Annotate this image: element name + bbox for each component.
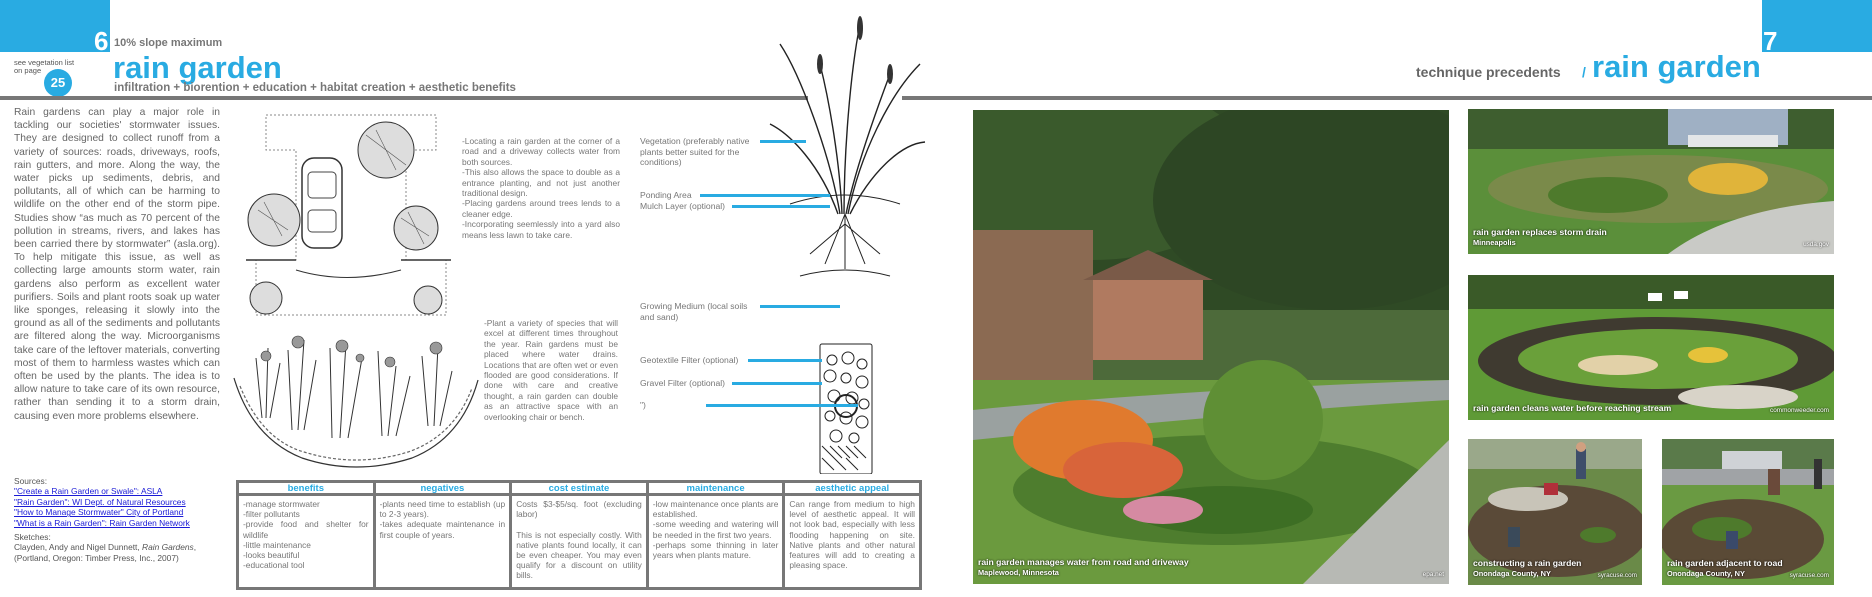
photo-constructing [1468,439,1642,585]
photo-main-caption [978,558,1189,577]
photo-cleans-water-title: rain garden cleans water before reaching stream [1473,402,1672,413]
photo-cleans-water-image [1468,275,1834,420]
photo-adjacent-road-title: rain garden adjacent to road [1667,558,1783,568]
photo-cleans-water-caption [1473,404,1671,414]
layer-label-misc: ") [640,400,646,410]
right-page-number: 7 [1763,26,1778,56]
layer-label-geotextile: Geotextile Filter (optional) [640,355,739,365]
leader-misc [706,404,858,407]
photo-adjacent-road-credit: syracuse.com [1789,572,1829,579]
title-slash: / [1582,64,1586,80]
photo-adjacent-road [1662,439,1834,585]
photo-storm-drain-location: Minneapolis [1473,237,1516,247]
sketch-citation-publisher: (Portland, Oregon: Timber Press, Inc., 2007) [14,552,179,563]
sketches-label: Sketches: [14,532,51,543]
table-header-benefits: benefits [239,483,373,496]
photo-storm-drain-title: rain garden replaces storm drain [1473,227,1607,237]
layer-label-ponding: Ponding Area [640,190,692,200]
table-header-negatives: negatives [376,483,510,496]
vegetation-list-note: see vegetation list on page [14,58,75,75]
photo-main-location: Maplewood, Minnesota [978,567,1059,577]
slope-note: 10% slope maximum [114,37,223,49]
table-column-aesthetic [785,483,919,587]
photo-main-credit: epa.net [1422,571,1444,578]
sketch-citation [14,542,234,552]
photo-storm-drain-credit: usda.gov [1803,241,1829,248]
leader-vegetation [760,140,806,143]
photo-constructing-caption [1473,559,1581,578]
table-column-maintenance [649,483,786,587]
layer-label-mulch: Mulch Layer (optional) [640,201,726,211]
source-link-portland[interactable]: "How to Manage Stormwater" City of Portland [14,507,184,518]
table-cell-aesthetic: Can range from medium to high level of aesthetic appeal. It will not look bad, especially with less flooding happening on site. Native plants and other natural features will add to creating a pleasing space. [789,499,915,571]
right-corner-block [1762,0,1872,52]
intro-paragraph: Rain gardens can play a major role in tackling our societies' stormwater issues. They are designed to collect runoff from a variety of sources: roads, driveways, roofs, rain gutters, and more. Along the way, the water picks up sediments, debris, and pollutants, all of which can be harming to wildlife on the other end of the storm pipe. Studies show “as much as 70 percent of the pollution in streams, rivers, and lakes has been carried there by stormwater” (asla.org). To help mitigate this issue, as well as collecting large amounts storm water, rain gardens also perform as excellent water purifiers. Soils and plant roots soak up water like sponges, releasing it slowly into the ground as all of the sediments and pollutants are filtered along the way. Microorganisms take care of the leftover materials, converting most of them to harmless wastes which can often be used by the plants. The idea is to allow nature to take care of its own resource, rather than sending it to a storm drain, causing even more problems elsewhere. [14,107,220,422]
layer-label-growing-medium: Growing Medium (local soils and sand) [640,301,748,322]
table-cell-benefits: -manage stormwater -filter pollutants -provide food and shelter for wildlife -little maintenance -looks beautiful -educational tool [243,499,369,571]
table-cell-negatives: -plants need time to establish (up to 2-3 years). -takes adequate maintenance in first couple of years. [379,499,506,540]
plan-sketch [236,110,456,320]
summary-table [236,480,922,590]
table-header-cost: cost estimate [512,483,646,496]
leader-mulch [732,205,830,208]
source-link-asla[interactable]: "Create a Rain Garden or Swale": ASLA [14,486,163,497]
photo-storm-drain [1468,109,1834,254]
table-column-negatives [376,483,513,587]
technique-label: technique precedents [1416,64,1561,80]
left-header-rule [0,96,808,100]
photo-constructing-location: Onondaga County, NY [1473,568,1551,578]
vegetation-page-badge: 25 [44,69,72,97]
sketch-citation-title: Rain Gardens [142,542,194,553]
planting-notes: -Plant a variety of species that will excel at different times throughout the year. Rain gardens must be placed where water drains. Locations that are often wet or even flooded are good considerations. If done with care and creative thought, a rain garden can double as an attractive space with an overlooking chair or bench. [484,318,618,422]
right-page-title: rain garden [1592,49,1761,84]
photo-constructing-credit: syracuse.com [1597,572,1637,579]
source-link-rain-garden-network[interactable]: "What is a Rain Garden": Rain Garden Network [14,517,190,528]
photo-main-title: rain garden manages water from road and driveway [978,557,1189,567]
left-page-number: 6 [94,26,109,56]
sketch-citation-authors: Clayden, Andy and Nigel Dunnett, [14,542,143,553]
table-column-benefits [239,483,376,587]
sketch-citation-comma: , [193,542,197,553]
basin-sketch [232,318,480,478]
layer-label-gravel: Gravel Filter (optional) [640,378,726,388]
layer-label-vegetation: Vegetation (preferably native plants better suited for the conditions) [640,136,750,168]
table-cell-maintenance: -low maintenance once plants are established. -some weeding and watering will be needed in the first two years. -perhaps some thinning in later years when plants mature. [652,499,779,561]
photo-adjacent-road-location: Onondaga County, NY [1667,568,1745,578]
sources-block [14,476,234,563]
source-link-wi-dnr[interactable]: "Rain Garden": WI Dept. of Natural Resources [14,496,186,507]
page-subtitle: infiltration + biorention + education + habitat creation + aesthetic benefits [114,82,516,94]
photo-cleans-water [1468,275,1834,420]
photo-storm-drain-caption [1473,228,1607,247]
leader-growing-medium [760,305,840,308]
table-header-maintenance: maintenance [649,483,783,496]
leader-ponding [700,194,830,197]
table-column-cost [512,483,649,587]
placement-notes: -Locating a rain garden at the corner of a road and a driveway collects water from both sources. -This also allows the space to double as a entrance planting, and not just another traditional design. -Placing gardens around trees lends to a cleaner edge. -Incorporating seemlessly into a yard also means less lawn to take care. [462,136,620,240]
photo-adjacent-road-caption [1667,559,1783,578]
photo-main-image [973,110,1449,584]
table-cell-cost: Costs $3-$5/sq. foot (excluding labor) This is not especially costly. With native plants found locally, it can be even cheaper. You may even qualify for a discount on utility bills. [516,499,642,581]
photo-constructing-title: constructing a rain garden [1473,558,1582,568]
photo-cleans-water-credit: commonweeder.com [1770,407,1829,414]
right-header-rule [902,96,1872,100]
photo-main [973,110,1449,584]
page-title: rain garden [113,50,282,85]
leader-geotextile [748,359,822,362]
leader-gravel [732,382,822,385]
sources-label: Sources: [14,476,48,486]
table-header-aesthetic: aesthetic appeal [785,483,919,496]
